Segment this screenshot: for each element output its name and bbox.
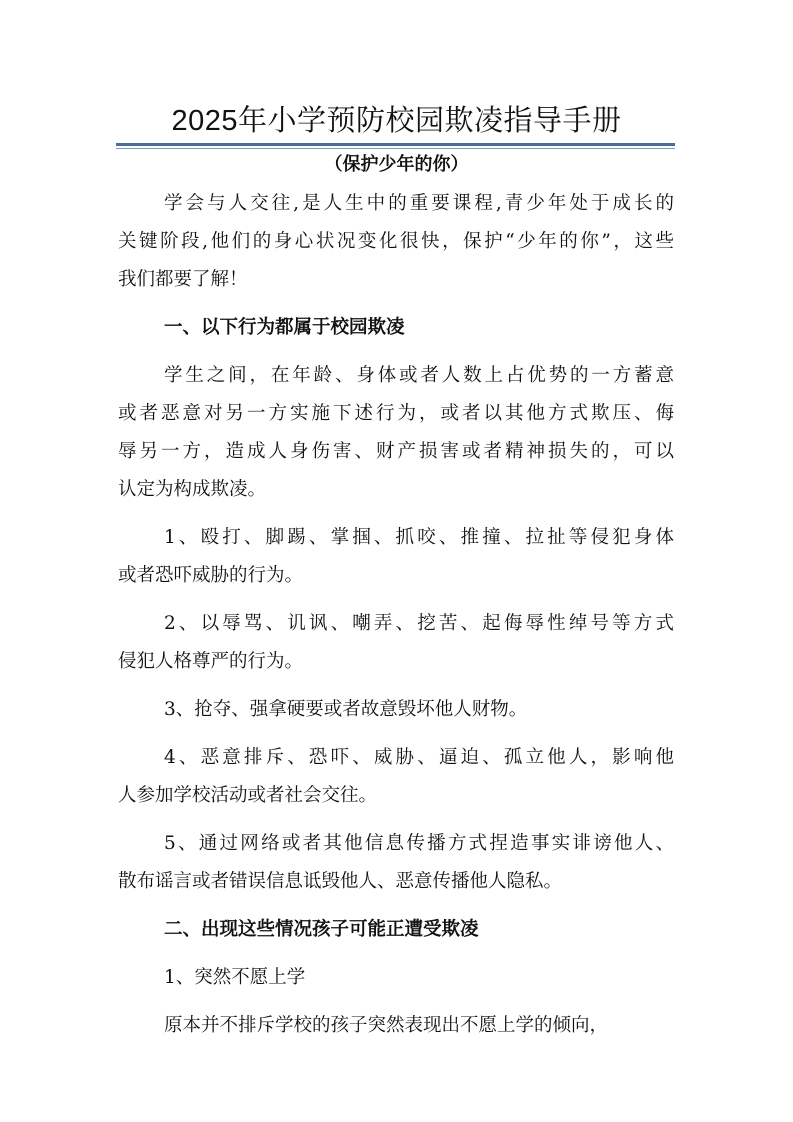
paragraph: [118, 605, 674, 681]
section-heading: [118, 911, 674, 949]
text-line: 原本并不排斥学校的孩子突然表现出不愿上学的倾向，: [164, 1015, 609, 1036]
text-line: 关键阶段,他们的身心状况变化很快，保护“少年的你”，这些: [118, 231, 674, 252]
paragraph: [118, 825, 674, 901]
text-line: 1、突然不愿上学: [164, 967, 306, 988]
text-line: 或者恶意对另一方实施下述行为，或者以其他方式欺压、侮: [118, 403, 674, 424]
text-line: 一、以下行为都属于校园欺凌: [164, 317, 405, 338]
text-line: 侵犯人格尊严的行为。: [118, 651, 304, 672]
text-line: 学生之间，在年龄、身体或者人数上占优势的一方蓄意: [164, 365, 674, 386]
text-line: 散布谣言或者错误信息诋毁他人、恶意传播他人隐私。: [118, 871, 563, 892]
title-divider-thick: [116, 143, 675, 146]
text-line: 人参加学校活动或者社会交往。: [118, 785, 378, 806]
document-subtitle: （保护少年的你）: [324, 154, 469, 175]
paragraph: [118, 185, 674, 299]
paragraph: [118, 357, 674, 509]
document-body: [118, 185, 674, 1055]
text-line: 4、恶意排斥、恐吓、威胁、逼迫、孤立他人，影响他: [164, 747, 674, 768]
document-title: 2025年小学预防校园欺凌指导手册: [171, 105, 622, 137]
text-line: 5、通过网络或者其他信息传播方式捏造事实诽谤他人、: [164, 833, 674, 854]
text-line: 我们都要了解！: [118, 269, 248, 290]
text-line: 学会与人交往,是人生中的重要课程,青少年处于成长的: [164, 193, 674, 214]
paragraph: [118, 1007, 674, 1045]
paragraph: [118, 739, 674, 815]
text-line: 3、抢夺、强拿硬要或者故意毁坏他人财物。: [164, 699, 528, 720]
text-line: 或者恐吓威胁的行为。: [118, 565, 304, 586]
paragraph: [118, 959, 674, 997]
text-line: 二、出现这些情况孩子可能正遭受欺凌: [164, 919, 479, 940]
text-line: 1、殴打、脚踢、掌掴、抓咬、推撞、拉扯等侵犯身体: [164, 527, 674, 548]
text-line: 2、以辱骂、讥讽、嘲弄、挖苦、起侮辱性绰号等方式: [164, 613, 674, 634]
title-divider-thin: [116, 148, 675, 149]
section-heading: [118, 309, 674, 347]
text-line: 辱另一方，造成人身伤害、财产损害或者精神损失的，可以: [118, 441, 674, 462]
paragraph: [118, 691, 674, 729]
paragraph: [118, 519, 674, 595]
text-line: 认定为构成欺凌。: [118, 479, 267, 500]
